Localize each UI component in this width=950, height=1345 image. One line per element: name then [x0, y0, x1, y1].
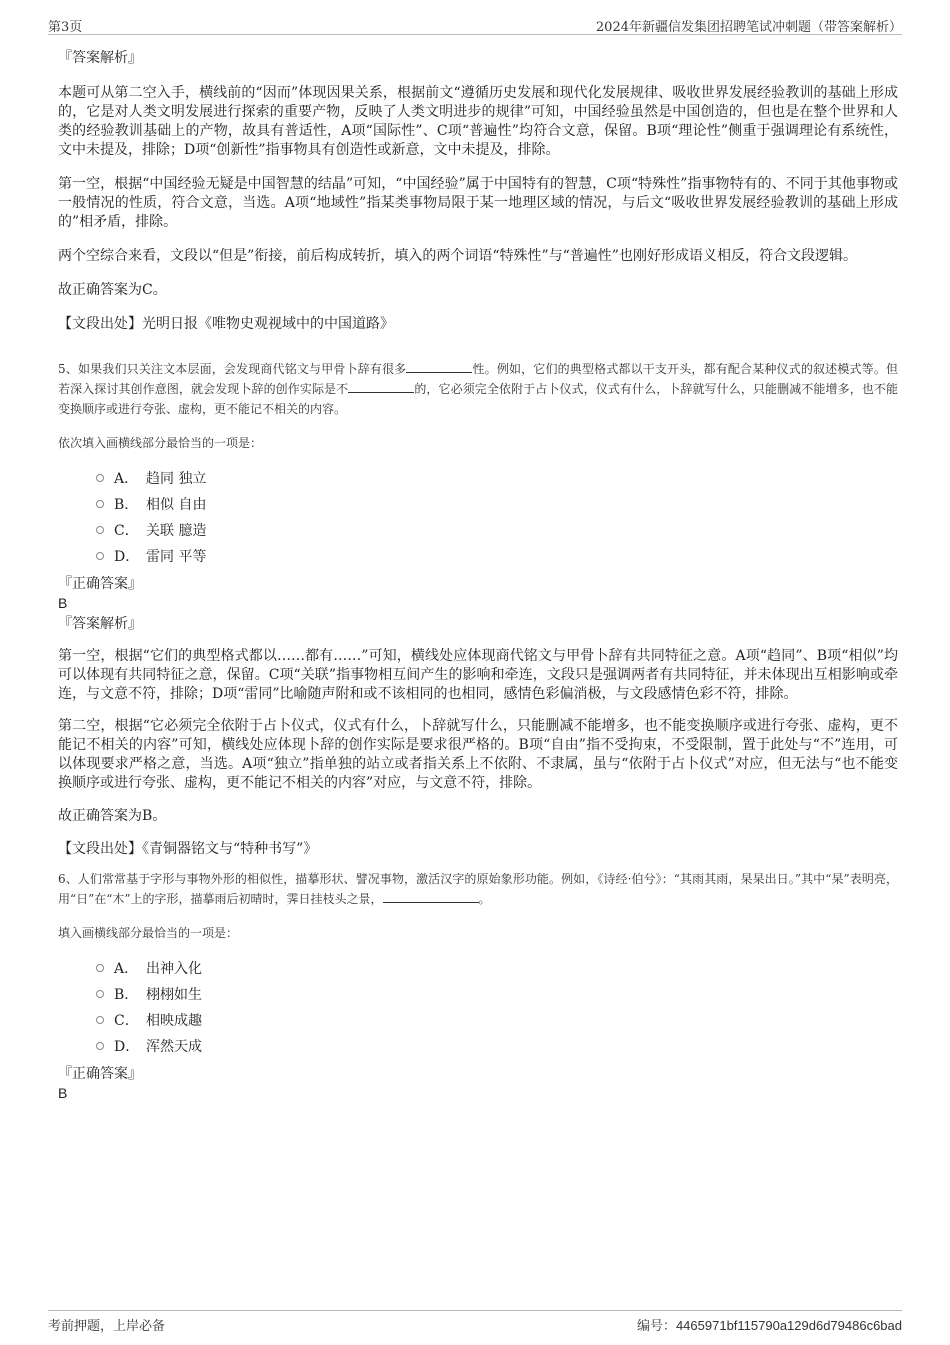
- page-number: 第3页: [48, 20, 83, 35]
- radio-circle-icon[interactable]: [96, 500, 104, 508]
- option-a[interactable]: A． 趋同 独立: [58, 465, 898, 491]
- radio-circle-icon[interactable]: [96, 1042, 104, 1050]
- analysis-paragraph: 第一空，根据“中国经验无疑是中国智慧的结晶”可知，“中国经验”属于中国特有的智慧，C项“特殊性”指事物特有的、不同于其他事物或一般情况的性质，符合文意，当选。A项“地域性”指某类事物局限于某一地理区域的情况，与后文“吸收世界发展经验教训的基础上形成的”相矛盾，排除。: [58, 176, 898, 230]
- radio-circle-icon[interactable]: [96, 552, 104, 560]
- answer-blank: [406, 360, 472, 373]
- analysis-paragraph: 第一空，根据“它们的典型格式都以……都有……”可知，横线处应体现商代铭文与甲骨卜辞有共同特征之意。A项“趋同”、B项“相似”均可以体现有共同特征之意，保留。C项“关联”指事物相互间产生的影响和牵连，文段只是强调两者有共同特征，并未体现出互相影响或牵连，与文意不符，排除；D项“雷同”比喻随声附和或不该相同的也相同，感情色彩偏消极，与文段感情色彩不符，排除。: [58, 648, 898, 702]
- correct-answer-label: 『正确答案』: [58, 1066, 142, 1082]
- analysis-label: 『答案解析』: [58, 616, 142, 632]
- radio-circle-icon[interactable]: [96, 526, 104, 534]
- radio-circle-icon[interactable]: [96, 990, 104, 998]
- source-citation: 【文段出处】光明日报《唯物史观视域中的中国道路》: [58, 316, 394, 332]
- document-title: 2024年新疆信发集团招聘笔试冲刺题（带答案解析）: [595, 20, 902, 35]
- correct-answer: B: [58, 1085, 68, 1101]
- analysis-paragraph: 第二空，根据“它必须完全依附于占卜仪式，仪式有什么，卜辞就写什么，只能删减不能增多，也不能变换顺序或进行夸张、虚构，更不能记不相关的内容”可知，横线处应体现卜辞的创作实际是要求很严格的。B项“自由”指不受拘束，不受限制，置于此处与“不”连用，可以体现要求严格之意，当选。A项“独立”指单独的站立或者指关系上不依附、不隶属，虽与“依附于占卜仪式”对应，但无法与“也不能变换顺序或进行夸张、虚构，更不能记不相关的内容”对应，与文意不符，排除。: [58, 718, 898, 791]
- correct-answer-statement: 故正确答案为B。: [58, 808, 167, 824]
- correct-answer: B: [58, 595, 68, 611]
- question-6-prompt: 填入画横线部分最恰当的一项是：: [58, 926, 239, 940]
- option-b[interactable]: B． 栩栩如生: [58, 981, 898, 1007]
- option-b[interactable]: B． 相似 自由: [58, 491, 898, 517]
- page-content: [58, 46, 898, 1101]
- question-6-text: 6、人们常常基于字形与事物外形的相似性，描摹形状、譬况事物，激活汉字的原始象形功能。例如，《诗经·伯兮》：“其雨其雨，杲杲出日。”其中“杲”表明亮，用“日”在“木”上的字形，描摹雨后初晴时，霁日挂枝头之景， 。: [58, 872, 898, 906]
- correct-answer-statement: 故正确答案为C。: [58, 282, 167, 298]
- option-c[interactable]: C． 相映成趣: [58, 1007, 898, 1033]
- document-code: 编号：4465971bf115790a129d6d79486c6bad: [636, 1318, 902, 1334]
- analysis-paragraph: 本题可从第二空入手，横线前的“因而”体现因果关系，根据前文“遵循历史发展和现代化发展规律、吸收世界发展经验教训的基础上形成的，它是对人类文明发展进行探索的重要产物，反映了人类文明进步的规律”可知，中国经验虽然是中国创造的，但也是在整个世界和人类的经验教训基础上的产物，故具有普适性，A项“国际性”、C项“普遍性”均符合文意，保留。B项“理论性”侧重于强调理论有系统性，文中未提及，排除；D项“创新性”指事物具有创造性或新意，文中未提及，排除。: [58, 85, 898, 158]
- analysis-paragraph: 两个空综合来看，文段以“但是”衔接，前后构成转折，填入的两个词语“特殊性”与“普遍性”也刚好形成语义相反，符合文段逻辑。: [58, 248, 857, 264]
- page-header: [48, 14, 902, 35]
- question-5-text: 5、如果我们只关注文本层面，会发现商代铭文与甲骨卜辞有很多 性。例如，它们的典型格式都以干支开头，都有配合某种仪式的叙述模式等。但若深入探讨其创作意图，就会发现卜辞的创作实际是不 的，它必须完全依附于占卜仪式，仪式有什么，卜辞就写什么，只能删减不能增多，也不能变换顺序或进行夸张、虚构，更不能记不相关的内容。: [58, 362, 898, 416]
- answer-blank: [383, 890, 479, 903]
- radio-circle-icon[interactable]: [96, 1016, 104, 1024]
- analysis-label: 『答案解析』: [58, 50, 142, 66]
- option-a[interactable]: A． 出神入化: [58, 955, 898, 981]
- option-c[interactable]: C． 关联 臆造: [58, 517, 898, 543]
- option-d[interactable]: D． 浑然天成: [58, 1033, 898, 1059]
- question-5-prompt: 依次填入画横线部分最恰当的一项是：: [58, 436, 263, 450]
- correct-answer-label: 『正确答案』: [58, 576, 142, 592]
- question-5-options: [58, 465, 898, 569]
- page-footer: [48, 1310, 902, 1335]
- question-6-options: [58, 955, 898, 1059]
- source-citation: 【文段出处】《青铜器铭文与“特种书写”》: [58, 841, 318, 857]
- option-d[interactable]: D． 雷同 平等: [58, 543, 898, 569]
- answer-blank: [348, 380, 414, 393]
- radio-circle-icon[interactable]: [96, 964, 104, 972]
- radio-circle-icon[interactable]: [96, 474, 104, 482]
- footer-note: 考前押题，上岸必备: [48, 1319, 166, 1334]
